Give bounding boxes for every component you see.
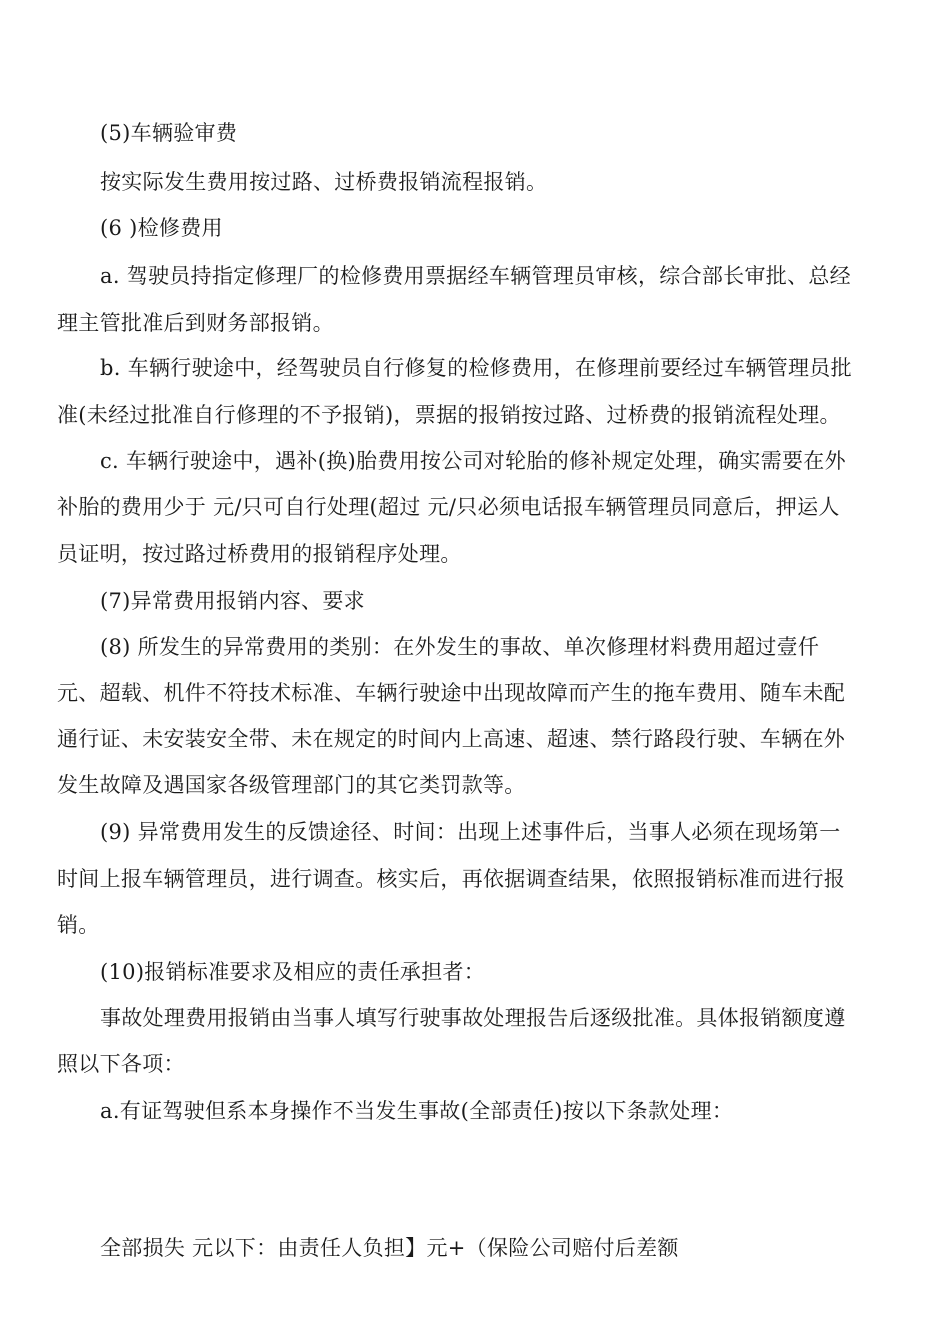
section-8-line-1: (8) 所发生的异常费用的类别：在外发生的事故、单次修理材料费用超过壹仟 (100, 635, 820, 659)
section-10a-item: a.有证驾驶但系本身操作不当发生事故(全部责任)按以下条款处理： (100, 1099, 734, 1123)
section-6a-line-1: a. 驾驶员持指定修理厂的检修费用票据经车辆管理员审核，综合部长审批、总经 (100, 264, 851, 288)
section-7-heading: (7)异常费用报销内容、要求 (100, 589, 365, 613)
section-6c-line-1: c. 车辆行驶途中，遇补(换)胎费用按公司对轮胎的修补规定处理，确实需要在外 (100, 449, 846, 473)
section-9-line-1: (9) 异常费用发生的反馈途径、时间：出现上述事件后，当事人必须在现场第一 (100, 820, 841, 844)
section-6c-line-3: 员证明，按过路过桥费用的报销程序处理。 (57, 542, 462, 566)
section-8-line-2: 元、超载、机件不符技术标准、车辆行驶途中出现故障而产生的拖车费用、随车未配 (57, 681, 846, 705)
table-fragment-row: 全部损失 元以下：由责任人负担】元+（保险公司赔付后差额 (100, 1236, 679, 1260)
section-10-heading: (10)报销标准要求及相应的责任承担者： (100, 960, 486, 984)
section-6b-line-2: 准(未经过批准自行修理的不予报销)，票据的报销按过路、过桥费的报销流程处理。 (57, 403, 841, 427)
section-6-heading: (6 )检修费用 (100, 216, 223, 240)
section-9-line-3: 销。 (57, 913, 100, 937)
section-9-line-2: 时间上报车辆管理员，进行调查。核实后，再依据调查结果，依照报销标准而进行报 (57, 867, 846, 891)
section-8-line-3: 通行证、未安装安全带、未在规定的时间内上高速、超速、禁行路段行驶、车辆在外 (57, 727, 846, 751)
section-5-body: 按实际发生费用按过路、过桥费报销流程报销。 (100, 170, 548, 194)
section-8-line-4: 发生故障及遇国家各级管理部门的其它类罚款等。 (57, 773, 526, 797)
section-5-heading: (5)车辆验审费 (100, 121, 238, 145)
section-6b-line-1: b. 车辆行驶途中，经驾驶员自行修复的检修费用，在修理前要经过车辆管理员批 (100, 356, 852, 380)
section-6a-line-2: 理主管批准后到财务部报销。 (57, 311, 334, 335)
section-10-body-line-2: 照以下各项： (57, 1052, 185, 1076)
section-10-body-line-1: 事故处理费用报销由当事人填写行驶事故处理报告后逐级批准。具体报销额度遵 (100, 1006, 846, 1030)
section-6c-line-2: 补胎的费用少于 元/只可自行处理(超过 元/只必须电话报车辆管理员同意后，押运人 (57, 495, 840, 519)
